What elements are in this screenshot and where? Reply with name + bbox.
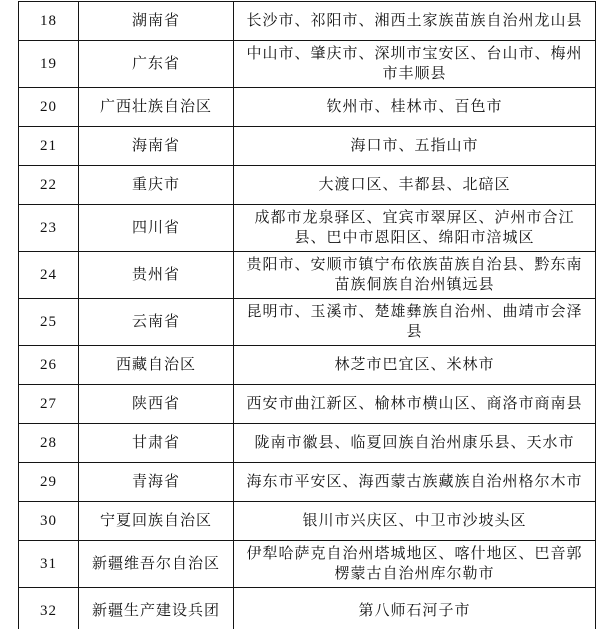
table-row bbox=[19, 502, 596, 541]
province-cell: 重庆市 bbox=[79, 166, 234, 205]
row-number-cell: 24 bbox=[19, 252, 79, 299]
cities-cell: 西安市曲江新区、榆林市横山区、商洛市商南县 bbox=[234, 385, 596, 424]
table-row bbox=[19, 463, 596, 502]
table-body bbox=[19, 2, 596, 629]
table-row bbox=[19, 346, 596, 385]
province-cities-table bbox=[18, 1, 596, 629]
province-cell: 四川省 bbox=[79, 205, 234, 252]
cities-cell: 昆明市、玉溪市、楚雄彝族自治州、曲靖市会泽县 bbox=[234, 299, 596, 346]
table-row bbox=[19, 88, 596, 127]
province-cell: 新疆生产建设兵团 bbox=[79, 588, 234, 629]
table-row bbox=[19, 252, 596, 299]
table-row bbox=[19, 205, 596, 252]
province-cell: 湖南省 bbox=[79, 2, 234, 41]
province-cell: 青海省 bbox=[79, 463, 234, 502]
table-row bbox=[19, 588, 596, 629]
row-number-cell: 25 bbox=[19, 299, 79, 346]
cities-cell: 大渡口区、丰都县、北碚区 bbox=[234, 166, 596, 205]
row-number-cell: 23 bbox=[19, 205, 79, 252]
cities-cell: 海东市平安区、海西蒙古族藏族自治州格尔木市 bbox=[234, 463, 596, 502]
table-row bbox=[19, 299, 596, 346]
row-number-cell: 27 bbox=[19, 385, 79, 424]
cities-cell: 中山市、肇庆市、深圳市宝安区、台山市、梅州市丰顺县 bbox=[234, 41, 596, 88]
cities-cell: 陇南市徽县、临夏回族自治州康乐县、天水市 bbox=[234, 424, 596, 463]
row-number-cell: 20 bbox=[19, 88, 79, 127]
table-row bbox=[19, 2, 596, 41]
row-number-cell: 19 bbox=[19, 41, 79, 88]
cities-cell: 伊犁哈萨克自治州塔城地区、喀什地区、巴音郭楞蒙古自治州库尔勒市 bbox=[234, 541, 596, 588]
province-cell: 陕西省 bbox=[79, 385, 234, 424]
province-cell: 甘肃省 bbox=[79, 424, 234, 463]
row-number-cell: 21 bbox=[19, 127, 79, 166]
cities-cell: 长沙市、祁阳市、湘西土家族苗族自治州龙山县 bbox=[234, 2, 596, 41]
province-cell: 广西壮族自治区 bbox=[79, 88, 234, 127]
row-number-cell: 29 bbox=[19, 463, 79, 502]
row-number-cell: 32 bbox=[19, 588, 79, 629]
cities-cell: 成都市龙泉驿区、宜宾市翠屏区、泸州市合江县、巴中市恩阳区、绵阳市涪城区 bbox=[234, 205, 596, 252]
row-number-cell: 31 bbox=[19, 541, 79, 588]
cities-cell: 钦州市、桂林市、百色市 bbox=[234, 88, 596, 127]
table-row bbox=[19, 541, 596, 588]
cities-cell: 第八师石河子市 bbox=[234, 588, 596, 629]
table-row bbox=[19, 424, 596, 463]
table-row bbox=[19, 166, 596, 205]
table-row bbox=[19, 41, 596, 88]
province-cell: 云南省 bbox=[79, 299, 234, 346]
table-row bbox=[19, 385, 596, 424]
cities-cell: 贵阳市、安顺市镇宁布依族苗族自治县、黔东南苗族侗族自治州镇远县 bbox=[234, 252, 596, 299]
row-number-cell: 30 bbox=[19, 502, 79, 541]
province-cell: 西藏自治区 bbox=[79, 346, 234, 385]
cities-cell: 林芝市巴宜区、米林市 bbox=[234, 346, 596, 385]
cities-cell: 海口市、五指山市 bbox=[234, 127, 596, 166]
table-row bbox=[19, 127, 596, 166]
row-number-cell: 18 bbox=[19, 2, 79, 41]
row-number-cell: 22 bbox=[19, 166, 79, 205]
cities-cell: 银川市兴庆区、中卫市沙坡头区 bbox=[234, 502, 596, 541]
row-number-cell: 28 bbox=[19, 424, 79, 463]
province-cell: 宁夏回族自治区 bbox=[79, 502, 234, 541]
province-cell: 广东省 bbox=[79, 41, 234, 88]
province-cell: 海南省 bbox=[79, 127, 234, 166]
province-cell: 贵州省 bbox=[79, 252, 234, 299]
row-number-cell: 26 bbox=[19, 346, 79, 385]
province-cell: 新疆维吾尔自治区 bbox=[79, 541, 234, 588]
